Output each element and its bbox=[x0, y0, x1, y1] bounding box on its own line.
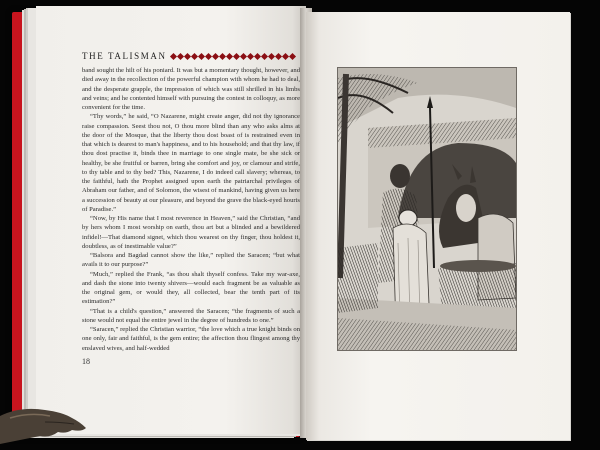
running-head bbox=[82, 49, 302, 63]
paragraph: “That is a child's question,” answered the Saracen; “the fragments of such a stone would not equal the entire jewel in the degree of hundreds to one.” bbox=[82, 307, 300, 324]
body-text bbox=[82, 66, 300, 352]
engraving-illustration bbox=[337, 67, 517, 351]
ornament-border bbox=[171, 54, 295, 59]
paragraph: “Balsora and Bagdad cannot show the like,” replied the Saracen; “but what avails it to our purpose?” bbox=[82, 252, 300, 269]
paragraph: “Thy words,” he said, “O Nazarene, might create anger, did not thy ignorance raise compassion. Seest thou not, O thou more blind than any who asks alms at the door of the Mosque, that the liberty thou dost boast of is restrained even in that which is dearest to man's happiness, and to his household; and that thy law, if thou dost practise it, binds thee in marriage to one single mate, be she sick or healthy, be she fruitful or barren, bring she comfort and joy, or clamour and strife, to thy table and to thy bed? This, Nazarene, I do indeed call slavery; whereas, to the faithful, hath the Prophet assigned upon earth the patriarchal privileges of Abraham our father, and of Solomon, the wisest of mankind, having given us here a succession of beauty at our pleasure, and beyond the grave the black-eyed houris of Paradise.” bbox=[82, 113, 300, 213]
paragraph: “Saracen,” replied the Christian warrior, “the love which a true knight binds on one only, fair and faithful, is the gem entire; the affection thou flingest among thy enslaved wives, and half-wedded bbox=[82, 326, 300, 352]
paragraph: “Much,” replied the Frank, “as thou shalt thyself confess. Take my war-axe, and dash the stone into twenty shivers—would each fragment be as valuable as the original gem, or would they, all collected, bear the tenth part of its estimation?” bbox=[82, 270, 300, 306]
running-head-title: THE TALISMAN bbox=[82, 51, 167, 61]
hand-figurine bbox=[0, 398, 90, 450]
paragraph: band sought the hilt of his poniard. It was but a momentary thought, however, and died away in the recollection of the powerful champion with whom he had to deal, and the desperate grapple, the impression of which was still shrilled in his limbs and veins; and he contented himself with pursuing the contest in colloquy, as more convenient for the time. bbox=[82, 67, 300, 111]
page-number: 18 bbox=[82, 357, 90, 366]
paragraph: “Now, by His name that I most reverence in Heaven,” said the Christian, “and by hers whom I most worship on earth, thou art but a blinded and a bewildered infidel!—That diamond signet, which thou wearest on thy finger, thou holdest it, doubtless, as of inestimable value?” bbox=[82, 215, 300, 250]
